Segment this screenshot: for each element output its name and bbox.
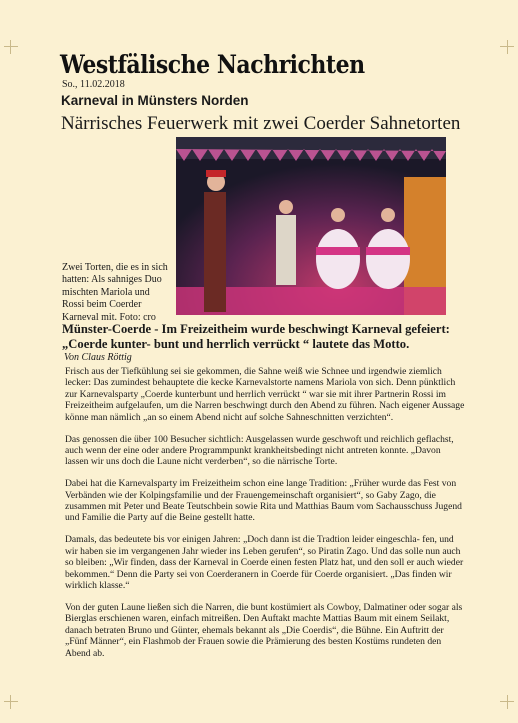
- crop-mark: [10, 695, 11, 709]
- photo-caption: Zwei Torten, die es in sich hatten: Als sahniges Duo mischten Mariola und Rossi beim Coerder Karneval mit. Foto: cro: [62, 262, 168, 323]
- crop-mark: [4, 46, 18, 47]
- article-paragraph: Frisch aus der Tiefkühlung sei sie gekommen, die Sahne weiß wie Schnee und irgendwie ziemlich lecker: Das zumindest behauptete die kecke Karnevalstorte namens Mariola von sich. Denn pünktlich zur Karnevalsparty „Coerde kunterbunt und herrlich verrückt “ war sie mit ihrer Partnerin Rossi im Freizeitheim aufgelaufen, um die Narren beschwingt durch den Abend zu führen. Nach eigener Aussage könne man nämlich „an so einem Abend nicht auf solche Sahneschnitten verzichten“.: [65, 366, 465, 423]
- carnival-stage-illustration: [176, 137, 446, 315]
- newspaper-masthead: Westfälische Nachrichten: [60, 50, 365, 80]
- article-paragraph: Damals, das bedeutete bis vor einigen Jahren: „Doch dann ist die Tradtion leider eingeschla- fen, und wir haben sie im vergangenen Jahr wieder ins Leben gerufen“, so Piratin Zago. Und das solle nun auch so bleiben: „Wir finden, dass der Karneval in Coerde einen festen Platz hat, und den soll er auch wieder bekommen.“ Denn die Party sei von Coerderanern in Coerde für Coerde organisiert. „Das finden wir wirklich klasse.“: [65, 534, 464, 591]
- article-author: Von Claus Röttig: [64, 352, 132, 363]
- crop-mark: [10, 40, 11, 54]
- crop-mark: [500, 46, 514, 47]
- article-headline: Närrisches Feuerwerk mit zwei Coerder Sahnetorten: [61, 113, 461, 134]
- article-body: [65, 366, 465, 669]
- article-paragraph: Dabei hat die Karnevalsparty im Freizeitheim schon eine lange Tradition: „Früher wurde das Fest von Verbänden wie der Kolpingsfamilie und der Frauengemeinschaft organisiert“, so Gaby Zago, die zusammen mit Peter und Beate Teutschbein sowie Rita und Matthias Baum vom Sachausschuss Jugend und Familie die Party auf die Beine gestellt hatte.: [65, 478, 462, 524]
- crop-mark: [507, 695, 508, 709]
- article-kicker: Karneval in Münsters Norden: [61, 93, 249, 108]
- crop-mark: [507, 40, 508, 54]
- crop-mark: [4, 701, 18, 702]
- article-photo: [176, 137, 446, 315]
- publication-date: So., 11.02.2018: [62, 79, 125, 90]
- crop-mark: [500, 701, 514, 702]
- article-paragraph: Von der guten Laune ließen sich die Narren, die bunt kostümiert als Cowboy, Dalmatiner oder sogar als Bierglas erschienen waren, einfach mitreißen. Den Auftakt machte Mattias Baum mit einem Seilakt, danach betraten Bruno und Günter, ehemals bekannt als „Die Coerdis“, die Bühne. Ein Auftritt der „Fünf Männer“, ein Flashmob der Frauen sowie die Prämierung des besten Kostüms rundeten den Abend ab.: [65, 601, 463, 659]
- article-paragraph: Das genossen die über 100 Besucher sichtlich: Ausgelassen wurde geschwoft und reichlich geflachst, auch wenn der eine oder andere Programmpunkt krankheitsbedingt nicht antreten konnte. „Davon lassen wir uns doch die Laune nicht verderben“, so die närrische Torte.: [65, 433, 454, 468]
- article-subhead: Münster-Coerde - Im Freizeitheim wurde beschwingt Karneval gefeiert: „Coerde kunter- bunt und herrlich verrückt “ lautete das Motto.: [62, 322, 450, 351]
